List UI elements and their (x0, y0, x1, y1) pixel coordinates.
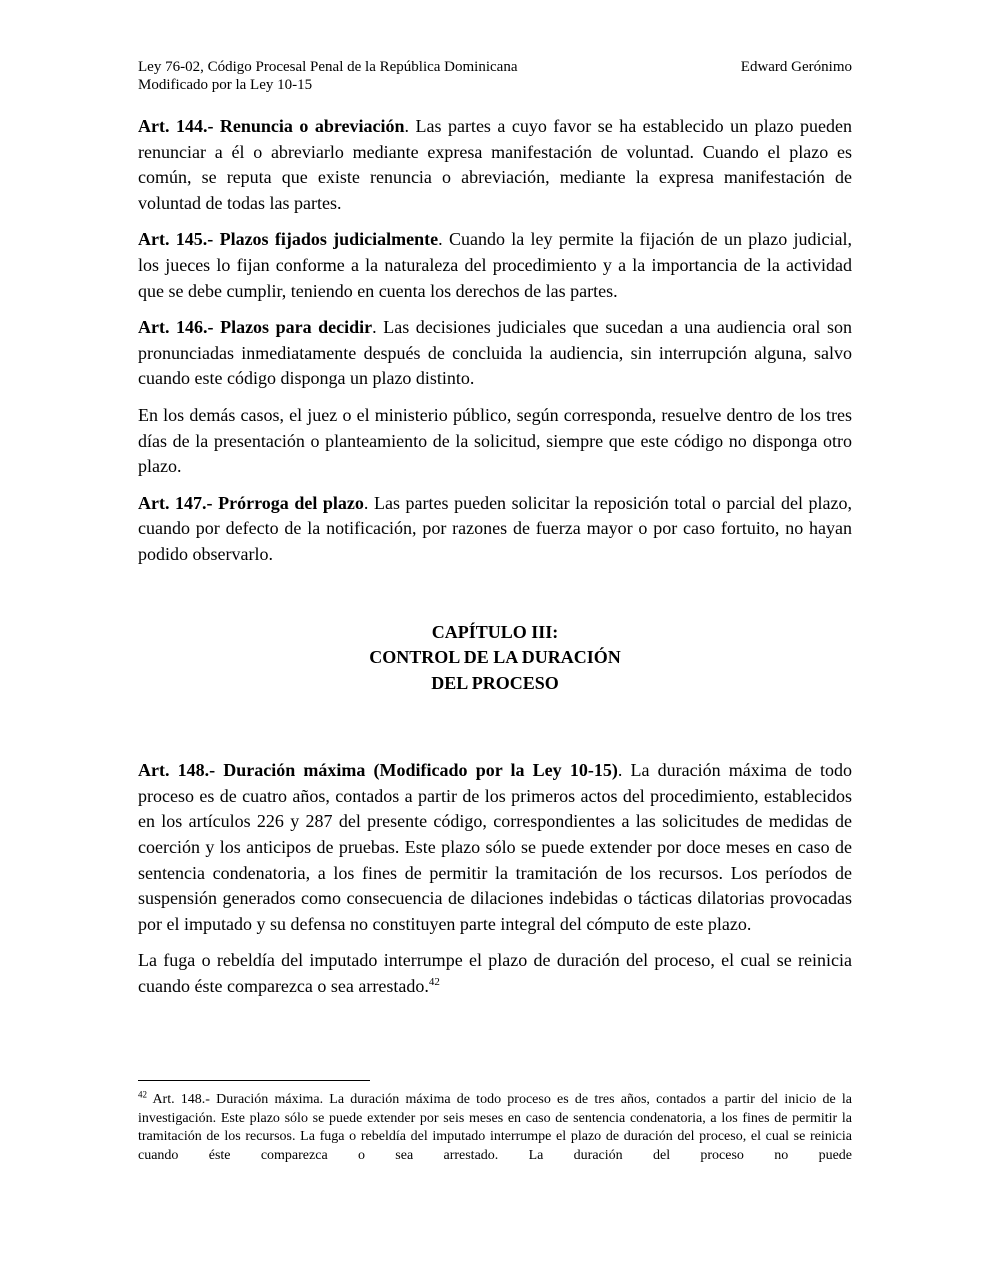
article-146-text: . Las decisiones judiciales que sucedan a una audiencia oral son pronunciadas inmediatamente después de concluida la audiencia, sin interrupción alguna, salvo cuando este código disponga un plazo distinto. (138, 317, 852, 389)
article-147-heading: Art. 147.- Prórroga del plazo (138, 492, 364, 513)
article-145-heading: Art. 145.- Plazos fijados judicialmente (138, 229, 439, 250)
chapter-title-line-2: DEL PROCESO (431, 672, 559, 693)
footnote-reference[interactable]: 42 (428, 976, 440, 989)
footnote-text: Art. 148.- Duración máxima. La duración máxima de todo proceso es de tres años, contados a partir del inicio de la investigación. Este plazo sólo se puede extender por seis meses en caso de sentencia condenatoria, a los fines de permitir la tramitación de los recursos. La fuga o rebeldía del imputado interrumpe el plazo de duración del proceso, el cual se reinicia cuando éste comparezca o sea arrestado. La duración del proceso no puede (138, 1092, 852, 1163)
article-146-heading: Art. 146.- Plazos para decidir (138, 317, 373, 338)
article-145 (138, 227, 852, 304)
footnote-number: 42 (138, 1089, 147, 1100)
article-144 (138, 114, 852, 216)
page-header (138, 58, 852, 94)
article-148 (138, 758, 852, 937)
article-147 (138, 491, 852, 568)
article-148-heading: Art. 148.- Duración máxima (Modificado por la Ley 10-15) (138, 760, 618, 781)
article-146 (138, 315, 852, 392)
header-title: Ley 76-02, Código Procesal Penal de la República Dominicana (138, 59, 518, 75)
article-148-text: . La duración máxima de todo proceso es de cuatro años, contados a partir de los primeros actos del procedimiento, establecidos en los artículos 226 y 287 del presente código, correspondientes a las solicitudes de medidas de coerción y los anticipos de pruebas. Este plazo sólo se puede extender por doce meses en caso de sentencia condenatoria, a los fines de permitir la tramitación de los recursos. Los períodos de suspensión generados como consecuencia de dilaciones indebidas o tácticas dilatorias provocadas por el imputado y su defensa no constituyen parte integral del cómputo de este plazo. (138, 760, 852, 934)
document-body (138, 114, 852, 1011)
article-148-paragraph-2 (138, 948, 852, 999)
chapter-number: CAPÍTULO III: (431, 621, 559, 642)
header-subtitle: Modificado por la Ley 10-15 (138, 77, 313, 93)
article-144-heading: Art. 144.- Renuncia o abreviación (138, 116, 405, 136)
article-144-text: . Las partes a cuyo favor se ha establecido un plazo pueden renunciar a él o abreviarlo mediante expresa manifestación de voluntad. Cuando el plazo es común, se reputa que existe renuncia o abreviación, mediante la expresa manifestación de voluntad de todas las partes. (138, 116, 852, 213)
footnote-42 (138, 1091, 852, 1165)
chapter-title-line-1: CONTROL DE LA DURACIÓN (369, 647, 621, 668)
footnote-separator (138, 1080, 370, 1081)
article-148-paragraph-2-text: La fuga o rebeldía del imputado interrumpe el plazo de duración del proceso, el cual se reinicia cuando éste comparezca o sea arrestado. (138, 950, 852, 997)
article-147-text: . Las partes pueden solicitar la reposición total o parcial del plazo, cuando por defecto de la notificación, por razones de fuerza mayor o por caso fortuito, no hayan podido observarlo. (138, 492, 852, 564)
chapter-heading (138, 620, 852, 697)
article-145-text: . Cuando la ley permite la fijación de un plazo judicial, los jueces lo fijan conforme a la naturaleza del procedimiento y a la importancia de la actividad que se debe cumplir, teniendo en cuenta los derechos de las partes. (138, 229, 852, 301)
header-author: Edward Gerónimo (740, 59, 852, 75)
article-146-paragraph-2: En los demás casos, el juez o el ministerio público, según corresponda, resuelve dentro de los tres días de la presentación o planteamiento de la solicitud, siempre que este código no disponga otro plazo. (138, 404, 852, 477)
